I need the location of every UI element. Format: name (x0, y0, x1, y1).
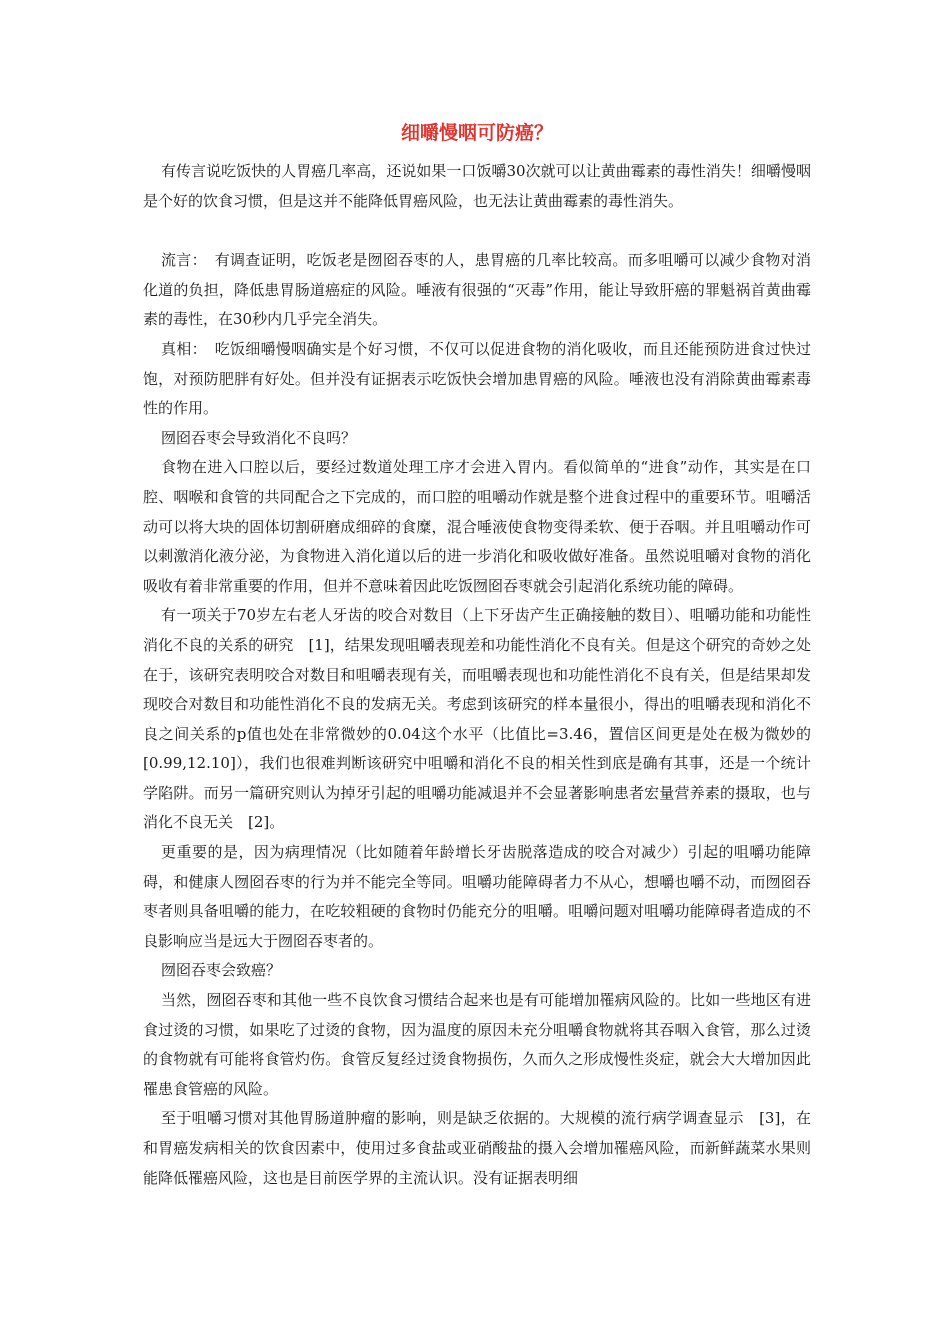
body-paragraph: 有一项关于70岁左右老人牙齿的咬合对数目（上下牙齿产生正确接触的数目）、咀嚼功能和功能性消化不良的关系的研究 [1]，结果发现咀嚼表现差和功能性消化不良有关。但是这个研究的奇妙之处在于，该研究表明咬合对数目和咀嚼表现有关，而咀嚼表现也和功能性消化不良有关，但是结果却发现咬合对数目和功能性消化不良的发病无关。考虑到该研究的样本量很小，得出的咀嚼表现和消化不良之间关系的p值也处在非常微妙的0.04这个水平（比值比=3.46，置信区间更是处在极为微妙的[0.99,12.10]），我们也很难判断该研究中咀嚼和消化不良的相关性到底是确有其事，还是一个统计学陷阱。而另一篇研究则认为掉牙引起的咀嚼功能减退并不会显著影响患者宏量营养素的摄取，也与消化不良无关 [2]。 (143, 606, 811, 832)
intro-paragraph: 有传言说吃饭快的人胃癌几率高，还说如果一口饭嚼30次就可以让黄曲霉素的毒性消失！细嚼慢咽是个好的饮食习惯，但是这并不能降低胃癌风险，也无法让黄曲霉素的毒性消失。 (143, 162, 811, 210)
body-paragraph: 更重要的是，因为病理情况（比如随着年龄增长牙齿脱落造成的咬合对减少）引起的咀嚼功能障碍，和健康人囫囵吞枣的行为并不能完全等同。咀嚼功能障碍者力不从心，想嚼也嚼不动，而囫囵吞枣者则具备咀嚼的能力，在吃较粗硬的食物时仍能充分的咀嚼。咀嚼问题对咀嚼功能障碍者造成的不良影响应当是远大于囫囵吞枣者的。 (143, 843, 811, 950)
body-paragraph: 当然，囫囵吞枣和其他一些不良饮食习惯结合起来也是有可能增加罹病风险的。比如一些地区有进食过烫的习惯，如果吃了过烫的食物，因为温度的原因未充分咀嚼食物就将其吞咽入食管，那么过烫的食物就有可能将食管灼伤。食管反复经过烫食物损伤，久而久之形成慢性炎症，就会大大增加因此罹患食管癌的风险。 (143, 991, 811, 1098)
truth-paragraph: 真相： 吃饭细嚼慢咽确实是个好习惯，不仅可以促进食物的消化吸收，而且还能预防进食过快过饱，对预防肥胖有好处。但并没有证据表示吃饭快会增加患胃癌的风险。唾液也没有消除黄曲霉素毒性的作用。 (143, 339, 811, 418)
document-page (143, 118, 811, 1193)
blank-line (143, 216, 811, 246)
body-paragraph: 食物在进入口腔以后，要经过数道处理工序才会进入胃内。看似简单的“进食”动作，其实是在口腔、咽喉和食管的共同配合之下完成的，而口腔的咀嚼动作就是整个进食过程中的重要环节。咀嚼活动可以将大块的固体切割研磨成细碎的食糜，混合唾液使食物变得柔软、便于吞咽。并且咀嚼动作可以刺激消化液分泌，为食物进入消化道以后的进一步消化和吸收做好准备。虽然说咀嚼对食物的消化吸收有着非常重要的作用，但并不意味着因此吃饭囫囵吞枣就会引起消化系统功能的障碍。 (143, 458, 811, 595)
document-title: 细嚼慢咽可防癌？ (400, 122, 553, 144)
body-paragraph: 至于咀嚼习惯对其他胃肠道肿瘤的影响，则是缺乏依据的。大规模的流行病学调查显示 [3]，在和胃癌发病相关的饮食因素中，使用过多食盐或亚硝酸盐的摄入会增加罹癌风险，而新鲜蔬菜水果则能降低罹癌风险，这也是目前医学界的主流认识。没有证据表明细 (143, 1109, 811, 1187)
section-heading: 囫囵吞枣会致癌？ (161, 961, 282, 980)
section-heading: 囫囵吞枣会导致消化不良吗？ (161, 428, 357, 447)
rumor-paragraph: 流言： 有调查证明，吃饭老是囫囵吞枣的人，患胃癌的几率比较高。而多咀嚼可以减少食物对消化道的负担，降低患胃肠道癌症的风险。唾液有很强的“灭毒”作用，能让导致肝癌的罪魁祸首黄曲霉素的毒性，在30秒内几乎完全消失。 (143, 251, 811, 329)
